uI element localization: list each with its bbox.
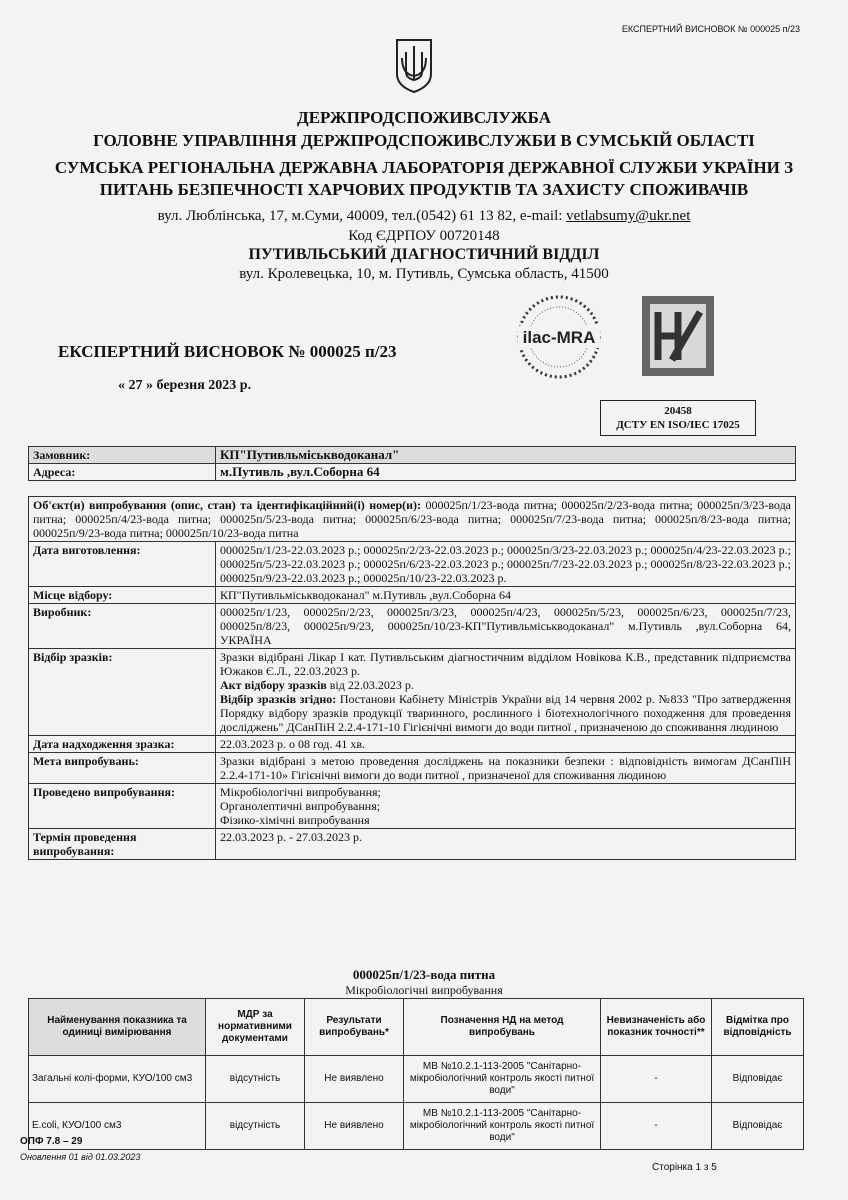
org-name: ДЕРЖПРОДСПОЖИВСЛУЖБА	[297, 108, 551, 127]
address-label: Адреса:	[29, 464, 216, 481]
ilac-text: ilac-MRA	[522, 328, 596, 347]
table-row	[29, 1103, 804, 1150]
cell-method: МВ №10.2.1-113-2005 "Санітарно-мікробіологічний контроль якості питної води"	[404, 1103, 601, 1150]
conclusion-date: « 27 » березня 2023 р.	[118, 378, 252, 393]
naau-accreditation-logo	[624, 292, 724, 382]
col-header-method: Позначення НД на метод випробувань	[404, 999, 601, 1056]
sample-section-title: 000025п/1/23-вода питна	[352, 967, 496, 982]
test-item: Мікробіологічні випробування;	[220, 785, 381, 799]
results-table	[28, 998, 804, 1150]
page-number: Сторінка 1 з 5	[652, 1162, 717, 1173]
sampling-act-label: Акт відбору зразків	[220, 678, 327, 692]
test-term-value: 22.03.2023 р. - 27.03.2023 р.	[216, 829, 796, 860]
col-header-compliance: Відмітка про відповідність	[712, 999, 804, 1056]
cell-mdr: відсутність	[206, 1103, 305, 1150]
sampling-value	[216, 649, 796, 736]
accreditation-box	[600, 400, 756, 436]
manufacture-date-value: 000025п/1/23-22.03.2023 р.; 000025п/2/23-22.03.2023 р.; 000025п/3/23-22.03.2023 р.; 000025п/4/23-22.03.2023 р.; 000025п/5/23-22.03.2023 р.; 000025п/6/23-22.03.2023 р.; 000025п/7/23-22.03.2023 р.; 000025п/8/23-22.03.2023 р.; 000025п/9/23-22.03.2023 р.; 000025п/10/23-22.03.2023 р.	[216, 542, 796, 587]
purpose-label: Мета випробувань:	[29, 753, 216, 784]
sampling-place-value: КП"Путивльміськводоканал" м.Путивль ,вул.Соборна 64	[216, 587, 796, 604]
sampling-place-label: Місце відбору:	[29, 587, 216, 604]
cell-indicator: E.coli, КУО/100 см3	[29, 1103, 206, 1150]
cell-mdr: відсутність	[206, 1056, 305, 1103]
tests-label: Проведено випробування:	[29, 784, 216, 829]
cell-result: Не виявлено	[305, 1056, 404, 1103]
col-header-indicator: Найменування показника та одиниці вимірювання	[29, 999, 206, 1056]
cell-uncertainty: -	[601, 1056, 712, 1103]
conclusion-title: ЕКСПЕРТНИЙ ВИСНОВОК № 000025 п/23	[58, 342, 397, 361]
department-address: вул. Кролевецька, 10, м. Путивль, Сумська область, 41500	[239, 266, 609, 282]
customer-value: КП"Путивльміськводоканал"	[216, 447, 796, 464]
test-item: Фізико-хімічні випробування	[220, 813, 370, 827]
tests-value	[216, 784, 796, 829]
cell-result: Не виявлено	[305, 1103, 404, 1150]
test-term-label: Термін проведення випробування:	[29, 829, 216, 860]
cell-compliance: Відповідає	[712, 1056, 804, 1103]
received-date-value: 22.03.2023 р. о 08 год. 41 хв.	[216, 736, 796, 753]
manufacturer-value: 000025п/1/23, 000025п/2/23, 000025п/3/23, 000025п/4/23, 000025п/5/23, 000025п/6/23, 000025п/7/23, 000025п/8/23, 000025п/9/23, 000025п/10/23-КП"Путивльміськводоканал" м.Путивль ,вул.Соборна 64, УКРАЇНА	[216, 604, 796, 649]
test-item: Органолептичні випробування;	[220, 799, 381, 813]
objects-label: Об'єкт(и) випробування (опис, стан) та ідентифікаційний(і) номер(и):	[33, 498, 426, 512]
form-update: Оновлення 01 від 01.03.2023	[20, 1152, 141, 1162]
trident-emblem-icon	[394, 38, 434, 94]
ilac-mra-logo	[510, 292, 608, 382]
lab-name-line1: СУМСЬКА РЕГІОНАЛЬНА ДЕРЖАВНА ЛАБОРАТОРІЯ ДЕРЖАВНОЇ СЛУЖБИ УКРАЇНИ З	[54, 158, 794, 177]
manufacturer-label: Виробник:	[29, 604, 216, 649]
objects-value: 000025п/1/23-вода питна; 000025п/2/23-вода питна; 000025п/3/23-вода питна; 000025п/4/23-вода питна; 000025п/5/23-вода питна; 000025п/6/23-вода питна; 000025п/7/23-вода питна; 000025п/8/23-вода питна; 000025п/9/23-вода питна; 000025п/10/23-вода питна	[33, 498, 791, 540]
sampling-act-value: від 22.03.2023 р.	[326, 678, 414, 692]
cell-uncertainty: -	[601, 1103, 712, 1150]
org-main-department: ГОЛОВНЕ УПРАВЛІННЯ ДЕРЖПРОДСПОЖИВСЛУЖБИ В СУМСЬКІЙ ОБЛАСТІ	[93, 131, 755, 150]
sampling-label: Відбір зразків:	[29, 649, 216, 736]
purpose-value: Зразки відібрані з метою проведення досліджень на показники безпеки : відповідність вимогам ДСанПіН 2.2.4-171-10» Гігієнічні вимоги до води питної , призначеної для споживання людиною	[216, 753, 796, 784]
col-header-mdr: МДР за нормативними документами	[206, 999, 305, 1056]
objects-cell	[29, 497, 796, 542]
email-link[interactable]: vetlabsumy@ukr.net	[566, 208, 691, 224]
department-name: ПУТИВЛЬСЬКИЙ ДІАГНОСТИЧНИЙ ВІДДІЛ	[248, 246, 600, 263]
col-header-uncertainty: Невизначеність або показник точності**	[601, 999, 712, 1056]
table-row	[29, 1056, 804, 1103]
lab-address: вул. Люблінська, 17, м.Суми, 40009, тел.(0542) 61 13 82, e-mail: vetlabsumy@ukr.net	[157, 208, 691, 224]
form-code: ОПФ 7.8 – 29	[20, 1136, 83, 1147]
accreditation-standard: ДСТУ EN ISO/IEC 17025	[616, 419, 740, 431]
accreditation-number: 20458	[664, 405, 692, 417]
sampling-basis-value: Постанови Кабінету Міністрів України від 14 червня 2002 р. №833 "Про затвердження Порядку відбору зразків продукції тваринного, рослинного і біотехнологічного походження для проведення досліджень" ДСанПіН 2.2.4-171-10 Гігієнічні вимоги до води питної , призначеною до споживання людиною	[220, 692, 791, 734]
details-table	[28, 496, 796, 860]
manufacture-date-label: Дата виготовлення:	[29, 542, 216, 587]
customer-table	[28, 446, 796, 481]
address-value: м.Путивль ,вул.Соборна 64	[216, 464, 796, 481]
edrpou-code: Код ЄДРПОУ 00720148	[348, 228, 500, 244]
cell-method: МВ №10.2.1-113-2005 "Санітарно-мікробіологічний контроль якості питної води"	[404, 1056, 601, 1103]
sample-section-subtitle: Мікробіологічні випробування	[345, 983, 503, 997]
customer-label: Замовник:	[29, 447, 216, 464]
sampling-text: Зразки відібрані Лікар І кат. Путивльським діагностичним відділом Новікова К.В., представник підприємства Южаков Є.Л., 22.03.2023 р.	[220, 650, 791, 678]
col-header-results: Результати випробувань*	[305, 999, 404, 1056]
lab-name-line2: ПИТАНЬ БЕЗПЕЧНОСТІ ХАРЧОВИХ ПРОДУКТІВ ТА ЗАХИСТУ СПОЖИВАЧІВ	[99, 180, 749, 199]
header-doc-number: ЕКСПЕРТНИЙ ВИСНОВОК № 000025 п/23	[621, 24, 800, 34]
cell-indicator: Загальні колі-форми, КУО/100 см3	[29, 1056, 206, 1103]
cell-compliance: Відповідає	[712, 1103, 804, 1150]
received-date-label: Дата надходження зразка:	[29, 736, 216, 753]
sampling-basis-label: Відбір зразків згідно:	[220, 692, 337, 706]
